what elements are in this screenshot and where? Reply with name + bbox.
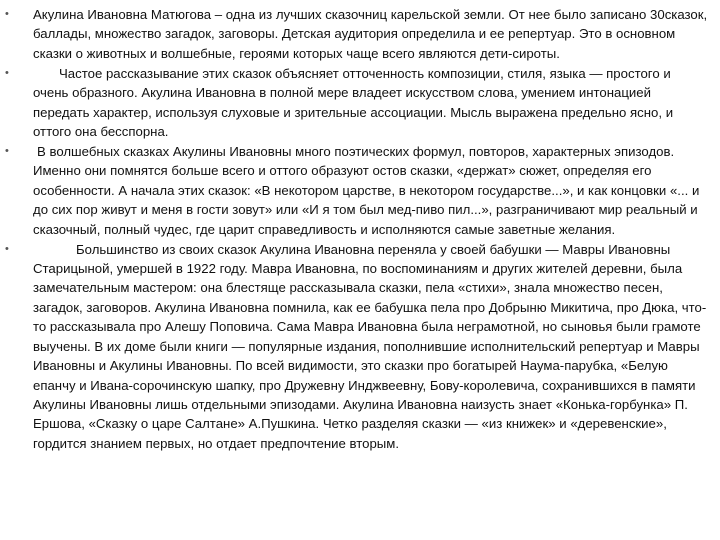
- paragraph-text: Частое рассказывание этих сказок объясняет отточенность композиции, стиля, языка — простого и очень образного. Акулина Ивановна в полной мере владеет искусством слова, умением интонацией передать характер, используя слуховые и зрительные ассоциации. Мысль выражена предельно ясно, и оттого она бесспорна.: [33, 65, 674, 140]
- paragraph-text: Акулина Ивановна Матюгова – одна из лучших сказочниц карельской земли. От нее было записано 30сказок, баллады, множество загадок, заговоры. Детская аудитория определила и ее репертуар. Это в основном сказки о животных и волшебные, героями которых чаще всего являются дети-сироты.: [33, 7, 708, 61]
- paragraph-text: Большинство из своих сказок Акулина Ивановна переняла у своей бабушки — Мавры Ивановны Старицыной, умершей в 1922 году. Мавра Ивановна, по воспоминаниям и других жителей деревни, была замечательным мастером: она блестяще рассказывала сказки, пела «стихи», знала множество песен, загадок, заговоров. Акулина Ивановна помнила, как ее бабушка пела про Добрыню Микитича, про Дюка, что-то рассказывала про Алешу Поповича. Сама Мавра Ивановна была неграмотной, но сыновья были грамоте выучены. В их доме были книги — популярные издания, пополнившие исполнительский репертуар и Мавры Ивановны и Акулины Ивановны. По всей видимости, это сказки про богатырей Наума-парубка, «Белую епанчу и Ивана-сорочинскую шапку, про Дружевну Инджвеевну, Бову-королевича, сохранившихся в памяти Акулины Ивановны лишь отдельными эпизодами. Акулина Ивановна наизусть знает «Конька-горбунка» П. Ершова, «Сказку о царе Салтане» А.Пушкина. Четко разделяя сказки — «из книжек» и «деревенские», гордится знанием первых, но отдает предпочтение вторым.: [33, 241, 707, 451]
- paragraph-2: [0, 64, 708, 142]
- bullet-dot-icon: •: [5, 145, 9, 158]
- bullet-dot-icon: •: [5, 8, 9, 20]
- paragraph-3: [0, 142, 708, 239]
- bullet-list: [0, 5, 708, 453]
- bullet-dot-icon: •: [5, 66, 9, 79]
- paragraph-4: [0, 240, 708, 453]
- paragraph-text: В волшебных сказках Акулины Ивановны много поэтических формул, повторов, характерных эпизодов. Именно они помнятся больше всего и оттого образуют остов сказки, «держат» сюжет, определяя его особенности. А начала этих сказок: «В некотором царстве, в некотором государстве...», и как концовки «... и до сих пор живут и меня в гости зовут» или «И я том был мед-пиво пил...», разграничивают мир реальный и сказочный, полный чудес, где царит справедливость и исполняются самые заветные желания.: [33, 144, 700, 237]
- paragraph-1: [0, 5, 708, 63]
- bullet-dot-icon: •: [5, 242, 9, 255]
